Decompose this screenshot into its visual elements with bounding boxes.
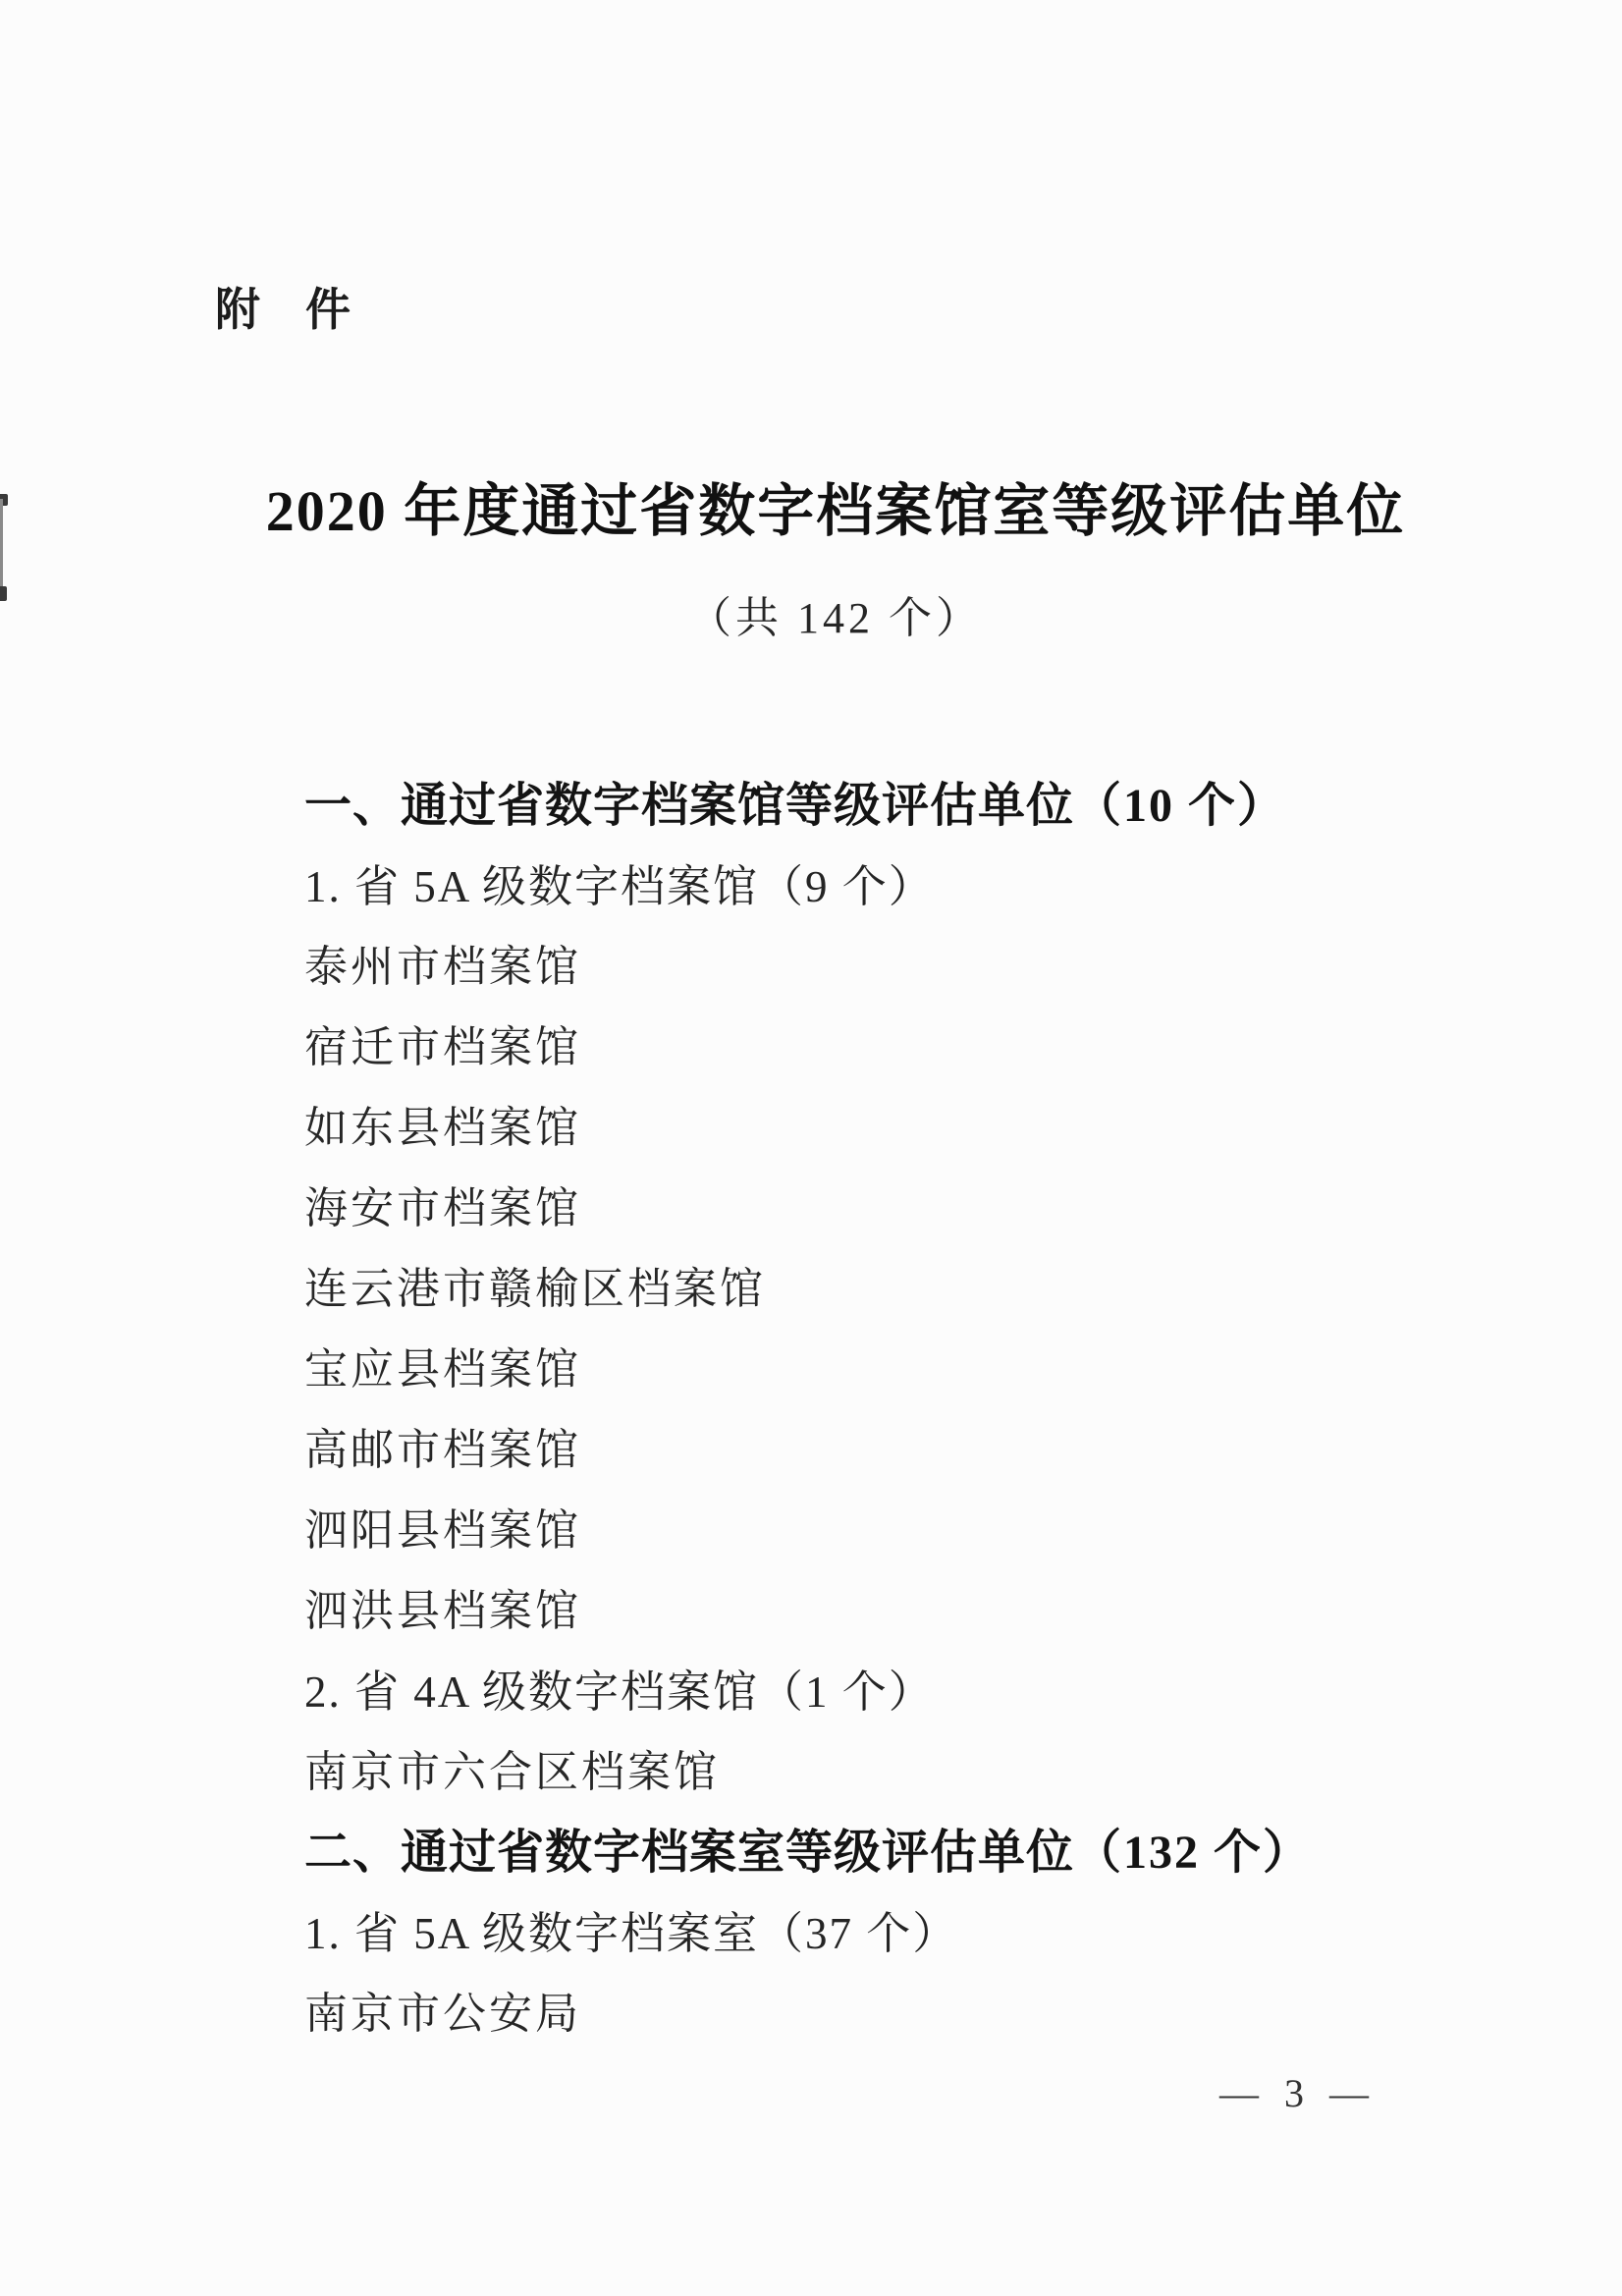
section-2-heading-count: （132 个） bbox=[1074, 1827, 1313, 1879]
archive-list-item: 泗阳县档案馆 bbox=[304, 1506, 581, 1555]
archive-list-item: 宝应县档案馆 bbox=[304, 1345, 581, 1394]
archive-list-item: 连云港市赣榆区档案馆 bbox=[304, 1265, 766, 1313]
archive-list-item: 宿迁市档案馆 bbox=[304, 1023, 581, 1071]
section-2-heading bbox=[304, 1813, 1465, 1893]
archive-list-item: 如东县档案馆 bbox=[304, 1104, 581, 1152]
archive-list-item: 海安市档案馆 bbox=[304, 1184, 581, 1232]
archive-list-item: 高邮市档案馆 bbox=[304, 1426, 581, 1474]
document-subtitle: （共 142 个） bbox=[688, 594, 983, 642]
subsection-1-1-heading: 1. 省 5A 级数字档案馆（9 个） bbox=[304, 862, 935, 911]
archive-list-item: 泰州市档案馆 bbox=[304, 943, 581, 991]
subsection-1-2-heading: 2. 省 4A 级数字档案馆（1 个） bbox=[304, 1667, 935, 1717]
document-title: 2020 年度通过省数字档案馆室等级评估单位 bbox=[265, 479, 1406, 543]
archive-list-item: 泗洪县档案馆 bbox=[304, 1587, 581, 1635]
subsection-2-1-heading: 1. 省 5A 级数字档案室（37 个） bbox=[304, 1909, 959, 1958]
left-edge-scan-artifact-bottom bbox=[0, 586, 7, 601]
section-2-heading-label: 二、通过省数字档案室等级评估单位 bbox=[304, 1827, 1075, 1879]
section-1-heading-count: （10 个） bbox=[1074, 780, 1287, 832]
archive-list-item: 南京市六合区档案馆 bbox=[304, 1748, 720, 1796]
page-number: — 3 — bbox=[1219, 2071, 1377, 2115]
left-edge-scan-artifact-line bbox=[0, 499, 3, 599]
section-1-heading-label: 一、通过省数字档案馆等级评估单位 bbox=[304, 780, 1075, 832]
attachment-label: 附 件 bbox=[215, 284, 351, 335]
archive-list-item: 南京市公安局 bbox=[304, 1990, 581, 2038]
document-body bbox=[304, 766, 1465, 2054]
section-1-heading bbox=[304, 766, 1465, 847]
